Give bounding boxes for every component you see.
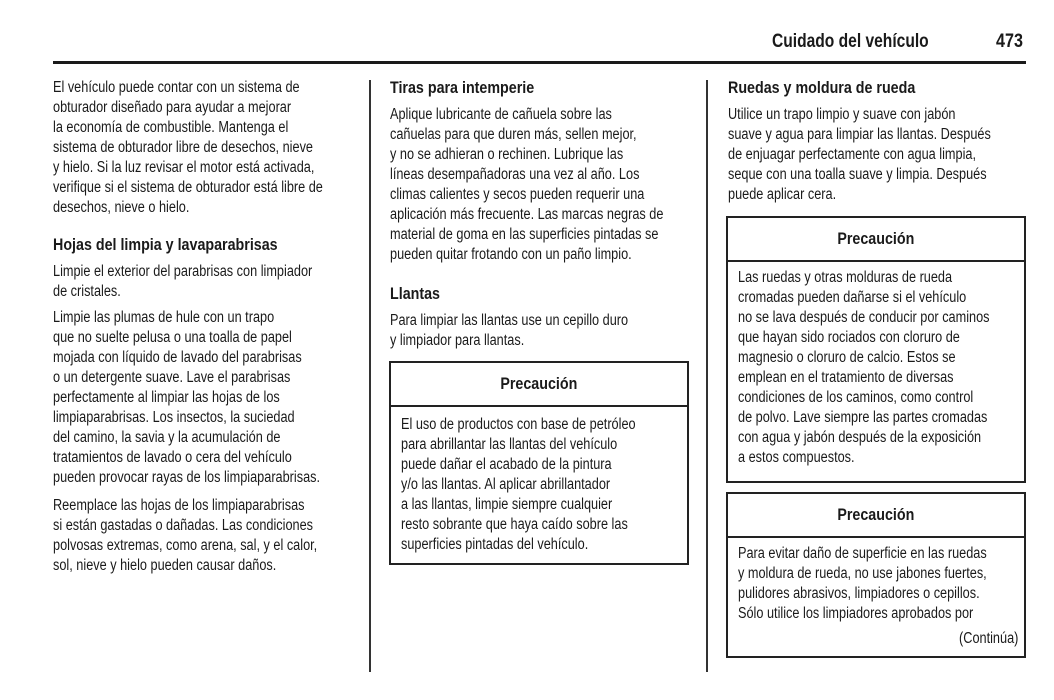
text-line: mojada con líquido de lavado del parabrisas: [53, 349, 302, 366]
text-line: puede aplicar cera.: [728, 186, 837, 203]
text-line: material de goma en las superficies pintadas se: [390, 226, 659, 243]
text-line: Utilice un trapo limpio y suave con jabón: [728, 106, 956, 123]
text-line: cromadas pueden dañarse si el vehículo: [738, 289, 967, 306]
paragraph: [53, 262, 369, 302]
text-line: El vehículo puede contar con un sistema de: [53, 79, 300, 96]
section-heading: Llantas: [390, 284, 441, 303]
page-number: 473: [996, 31, 1023, 52]
text-line: climas calientes y secos pueden requerir una: [390, 186, 645, 203]
text-line: a estos compuestos.: [738, 449, 855, 466]
text-line: y moldura de rueda, no use jabones fuertes,: [738, 565, 987, 582]
caution-title: Precaución: [500, 374, 578, 393]
caution-text: [728, 538, 1024, 624]
text-line: o un detergente suave. Lave el parabrisas: [53, 369, 291, 386]
text-line: y hielo. Si la luz revisar el motor está activada,: [53, 159, 315, 176]
text-line: Limpie las plumas de hule con un trapo: [53, 309, 275, 326]
text-line: Para evitar daño de superficie en las ruedas: [738, 545, 987, 562]
caution-text: [728, 262, 1024, 468]
text-line: polvosas extremas, como arena, sal, y el calor,: [53, 537, 318, 554]
text-line: y limpiador para llantas.: [390, 332, 525, 349]
text-line: Para limpiar las llantas use un cepillo duro: [390, 312, 629, 329]
text-line: perfectamente al limpiar las hojas de los: [53, 389, 280, 406]
text-line: Las ruedas y otras molduras de rueda: [738, 269, 953, 286]
text-line: cañuelas para que duren más, sellen mejor,: [390, 126, 637, 143]
text-line: para abrillantar las llantas del vehículo: [401, 436, 618, 453]
text-line: de enjuagar perfectamente con agua limpia,: [728, 146, 977, 163]
paragraph: [728, 105, 1049, 205]
text-line: Limpie el exterior del parabrisas con limpiador: [53, 263, 313, 280]
text-line: magnesio o cloruro de calcio. Estos se: [738, 349, 956, 366]
text-line: sol, nieve y hielo pueden causar daños.: [53, 557, 277, 574]
text-line: a las llantas, limpie siempre cualquier: [401, 496, 613, 513]
header-rule: [53, 61, 1026, 64]
caution-box: [726, 492, 1026, 658]
text-line: condiciones de los caminos, como control: [738, 389, 974, 406]
text-line: desechos, nieve o hielo.: [53, 199, 190, 216]
text-line: emplean en el tratamiento de diversas: [738, 369, 954, 386]
text-line: no se lava después de conducir por caminos: [738, 309, 990, 326]
caution-title: Precaución: [837, 229, 915, 248]
text-line: la economía de combustible. Mantenga el: [53, 119, 289, 136]
paragraph: [53, 78, 353, 218]
caution-text: [391, 407, 687, 555]
text-line: líneas desempañadoras una vez al año. Los: [390, 166, 640, 183]
text-line: puede dañar el acabado de la pintura: [401, 456, 612, 473]
section-heading: Tiras para intemperie: [390, 78, 535, 97]
text-line: de cristales.: [53, 283, 121, 300]
text-line: verifique si el sistema de obturador está libre de: [53, 179, 323, 196]
text-line: resto sobrante que haya caído sobre las: [401, 516, 628, 533]
text-line: de polvo. Lave siempre las partes cromadas: [738, 409, 988, 426]
caution-box: [726, 216, 1026, 483]
continued-label: (Continúa): [958, 630, 1018, 647]
text-line: Aplique lubricante de cañuela sobre las: [390, 106, 612, 123]
paragraph: [390, 311, 680, 351]
paragraph: [53, 496, 375, 576]
caution-title: Precaución: [837, 505, 915, 524]
text-line: Reemplace las hojas de los limpiaparabrisas: [53, 497, 305, 514]
text-line: superficies pintadas del vehículo.: [401, 536, 589, 553]
text-line: y no se adhieran o rechinen. Lubrique las: [390, 146, 624, 163]
text-line: aplicación más frecuente. Las marcas negras de: [390, 206, 664, 223]
text-line: limpiaparabrisas. Los insectos, la suciedad: [53, 409, 295, 426]
text-line: pueden quitar frotando con un paño limpio.: [390, 246, 632, 263]
text-line: pulidores abrasivos, limpiadores o cepillos.: [738, 585, 980, 602]
text-line: si están gastadas o dañadas. Las condiciones: [53, 517, 314, 534]
text-line: que hayan sido rociados con cloruro de: [738, 329, 960, 346]
text-line: que no suelte pelusa o una toalla de papel: [53, 329, 292, 346]
section-heading: Ruedas y moldura de rueda: [728, 78, 916, 97]
section-title: Cuidado del vehículo: [772, 31, 929, 52]
text-line: pueden provocar rayas de los limpiaparabrisas.: [53, 469, 321, 486]
paragraph: [390, 105, 723, 265]
text-line: del camino, la savia y la acumulación de: [53, 429, 281, 446]
text-line: con agua y jabón después de la exposición: [738, 429, 982, 446]
text-line: suave y agua para limpiar las llantas. Después: [728, 126, 991, 143]
text-line: sistema de obturador libre de desechos, nieve: [53, 139, 314, 156]
paragraph: [53, 308, 379, 488]
text-line: obturador diseñado para ayudar a mejorar: [53, 99, 292, 116]
caution-box: [389, 361, 689, 565]
text-line: El uso de productos con base de petróleo: [401, 416, 636, 433]
text-line: seque con una toalla suave y limpia. Después: [728, 166, 987, 183]
text-line: y/o las llantas. Al aplicar abrillantador: [401, 476, 611, 493]
section-heading: Hojas del limpia y lavaparabrisas: [53, 235, 278, 254]
text-line: tratamientos de lavado o cera del vehículo: [53, 449, 292, 466]
text-line: Sólo utilice los limpiadores aprobados por: [738, 605, 974, 622]
